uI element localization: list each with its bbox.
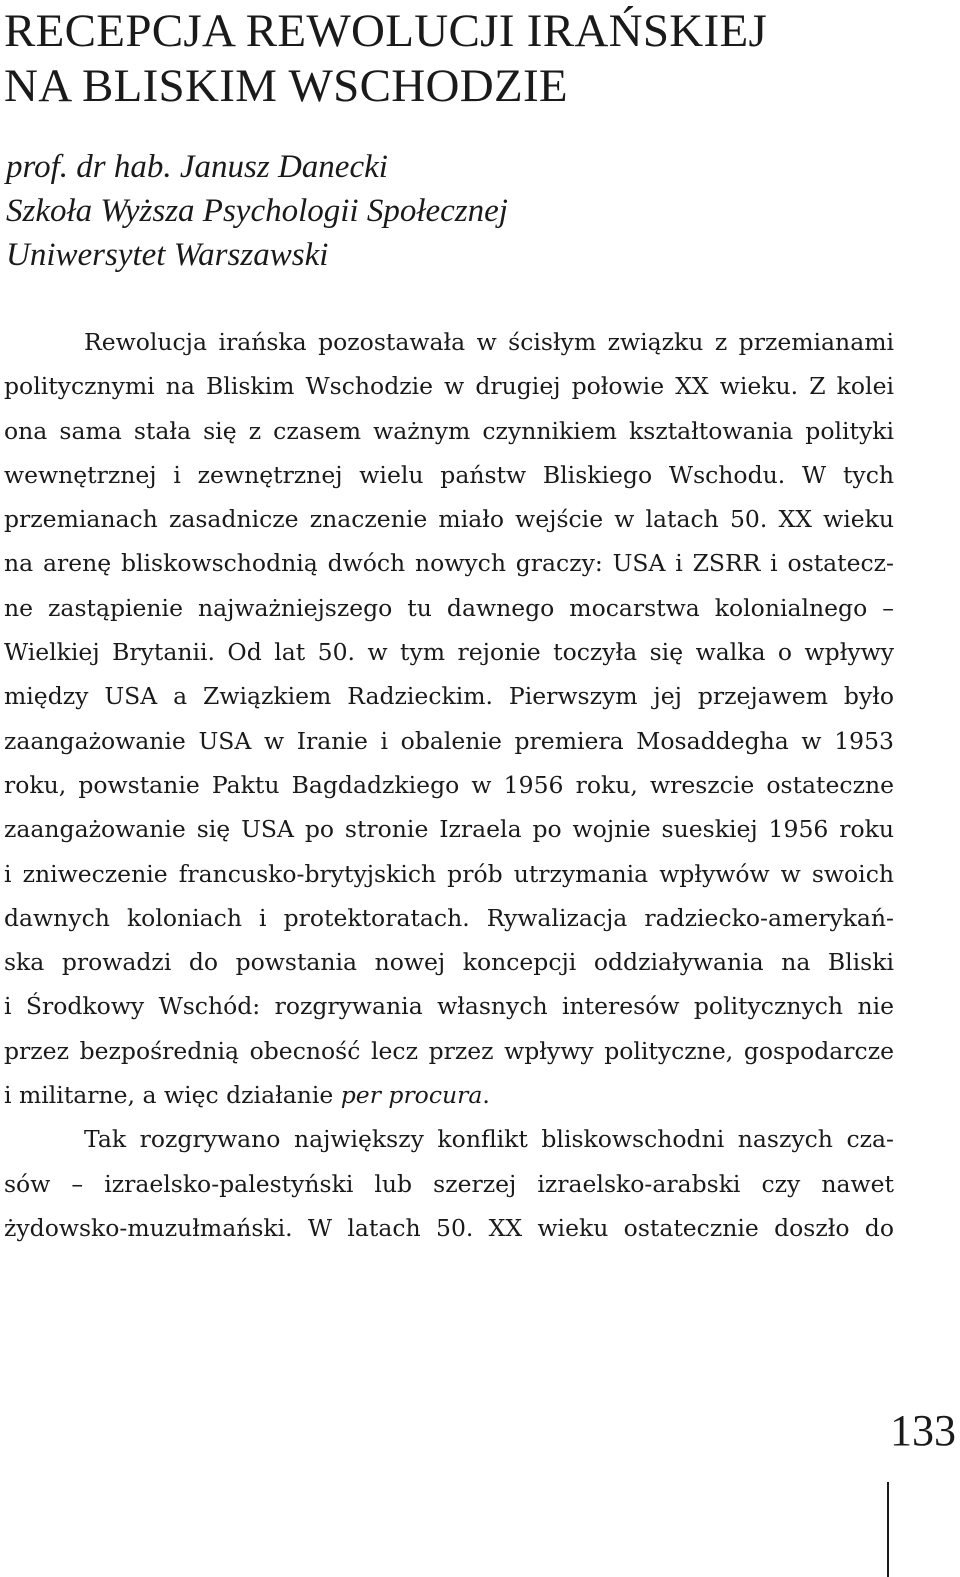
text-line: i zniweczenie francusko-brytyjskich prób utrzymania wpływów w swoich — [4, 859, 894, 888]
author-affiliation: Szkoła Wyższa Psychologii Społecznej — [6, 193, 508, 229]
body-text — [4, 320, 894, 1250]
document-title — [4, 4, 954, 114]
text-line: ska prowadzi do powstania nowej koncepcji oddziaływania na Bliski — [4, 948, 894, 977]
text-line: wewnętrznej i zewnętrznej wielu państw Bliskiego Wschodu. W tych — [4, 460, 894, 489]
text-line: politycznymi na Bliskim Wschodzie w drugiej połowie XX wieku. Z kolei — [4, 372, 894, 401]
text-line: ne zastąpienie najważniejszego tu dawnego mocarstwa kolonialnego – — [4, 593, 894, 622]
text-line: przez bezpośrednią obecność lecz przez wpływy polityczne, gospodarcze — [4, 1036, 894, 1065]
paragraph-1 — [4, 320, 894, 1117]
text-line: przemianach zasadnicze znaczenie miało wejście w latach 50. XX wieku — [4, 505, 894, 534]
author-affiliation: Uniwersytet Warszawski — [6, 237, 329, 273]
text-line: na arenę bliskowschodnią dwóch nowych graczy: USA i ZSRR i ostatecz- — [4, 549, 894, 578]
text-line-last — [4, 1073, 894, 1117]
text-line: roku, powstanie Paktu Bagdadzkiego w 1956 roku, wreszcie ostateczne — [4, 770, 894, 799]
text-line: ona sama stała się z czasem ważnym czynnikiem kształtowania polityki — [4, 416, 894, 445]
text-line: dawnych koloniach i protektoratach. Rywalizacja radziecko-amerykań- — [4, 903, 894, 932]
text-run: i militarne, a więc działanie — [4, 1081, 341, 1110]
text-line: między USA a Związkiem Radzieckim. Pierwszym jej przejawem było — [4, 682, 894, 711]
text-line: zaangażowanie USA w Iranie i obalenie premiera Mosaddegha w 1953 — [4, 726, 894, 755]
page-number: 133 — [890, 1406, 956, 1455]
title-line: NA BLISKIM WSCHODZIE — [4, 60, 568, 112]
author-name: prof. dr hab. Janusz Danecki — [6, 149, 388, 185]
text-line: zaangażowanie się USA po stronie Izraela po wojnie sueskiej 1956 roku — [4, 815, 894, 844]
text-run: . — [482, 1081, 490, 1110]
author-block — [6, 145, 508, 277]
title-line: RECEPCJA REWOLUCJI IRAŃSKIEJ — [4, 5, 768, 57]
paragraph-2 — [4, 1117, 894, 1250]
text-line: sów – izraelsko-palestyński lub szerzej izraelsko-arabski czy nawet — [4, 1169, 894, 1198]
text-line: Rewolucja irańska pozostawała w ścisłym związku z przemianami — [84, 328, 894, 356]
text-line: Tak rozgrywano największy konflikt bliskowschodni naszych cza- — [84, 1125, 894, 1154]
text-line: i Środkowy Wschód: rozgrywania własnych interesów politycznych nie — [4, 992, 894, 1021]
text-line: Wielkiej Brytanii. Od lat 50. w tym rejonie toczyła się walka o wpływy — [4, 638, 894, 667]
italic-phrase: per procura — [340, 1081, 483, 1110]
text-line: żydowsko-muzułmański. W latach 50. XX wieku ostatecznie doszło do — [4, 1213, 894, 1242]
page-number-rule — [887, 1482, 889, 1577]
